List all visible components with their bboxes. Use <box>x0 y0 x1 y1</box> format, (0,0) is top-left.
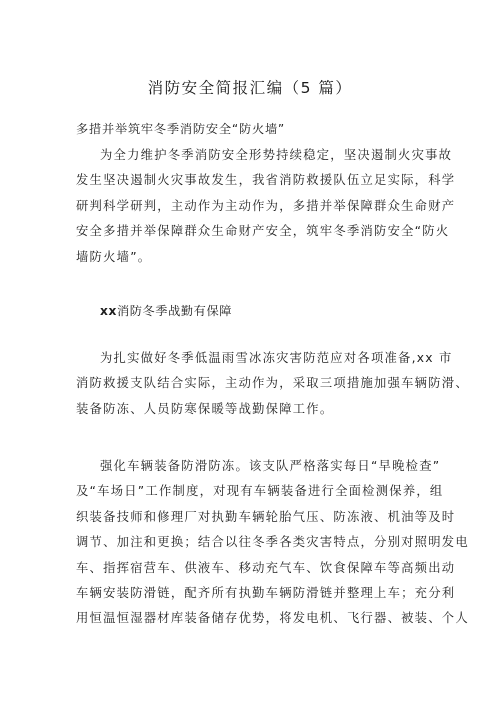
paragraph-line: 织装备技师和修理厂对执勤车辆轮胎气压、防冻液、机油等及时 <box>76 509 456 524</box>
document-title: 消防安全简报汇编（5 篇） <box>147 79 353 97</box>
subsection-heading <box>100 302 232 319</box>
paragraph-line: 装备防冻、人员防寒保暖等战勤保障工作。 <box>76 401 334 416</box>
paragraph-line: 墙防火墙”。 <box>76 249 152 264</box>
paragraph-line: 研判科学研判，主动作为主动作为，多措并举保障群众生命财产 <box>76 198 456 213</box>
paragraph-line: 为全力维护冬季消防安全形势持续稳定，坚决遏制火灾事故 <box>100 148 453 162</box>
subsection-heading-text: 消防冬季战勤有保障 <box>116 304 233 318</box>
paragraph-intro <box>76 143 456 270</box>
paragraph-line: 发生坚决遏制火灾事故发生，我省消防救援队伍立足实际，科学 <box>76 173 456 188</box>
subsection-heading-prefix: xx <box>100 304 117 318</box>
paragraph-line: 用恒温恒湿器材库装备储存优势，将发电机、飞行器、被装、个人 <box>76 611 469 626</box>
paragraph-line: 及“车场日”工作制度，对现有车辆装备进行全面检测保养，组 <box>76 484 444 499</box>
paragraph-line: 消防救援支队结合实际，主动作为，采取三项措施加强车辆防滑、 <box>76 376 469 391</box>
paragraph-overview <box>76 346 469 422</box>
paragraph-line: 强化车辆装备防滑防冻。该支队严格落实每日“早晚检查” <box>100 459 441 473</box>
section-heading: 多措并举筑牢冬季消防安全“防火墙” <box>76 122 286 136</box>
paragraph-line: 调节、加注和更换；结合以往冬季各类灾害特点，分别对照明发电 <box>76 535 469 550</box>
paragraph-line: 安全多措并举保障群众生命财产安全，筑牢冬季消防安全“防火 <box>76 224 450 239</box>
paragraph-line: 为扎实做好冬季低温雨雪冰冻灾害防范应对各项准备,xx 市 <box>100 351 453 365</box>
paragraph-vehicles <box>76 454 469 632</box>
paragraph-line: 车、指挥宿营车、供液车、移动充气车、饮食保障车等高频出动 <box>76 560 456 575</box>
paragraph-line: 车辆安装防滑链，配齐所有执勤车辆防滑链并整理上车；充分利 <box>76 586 456 601</box>
